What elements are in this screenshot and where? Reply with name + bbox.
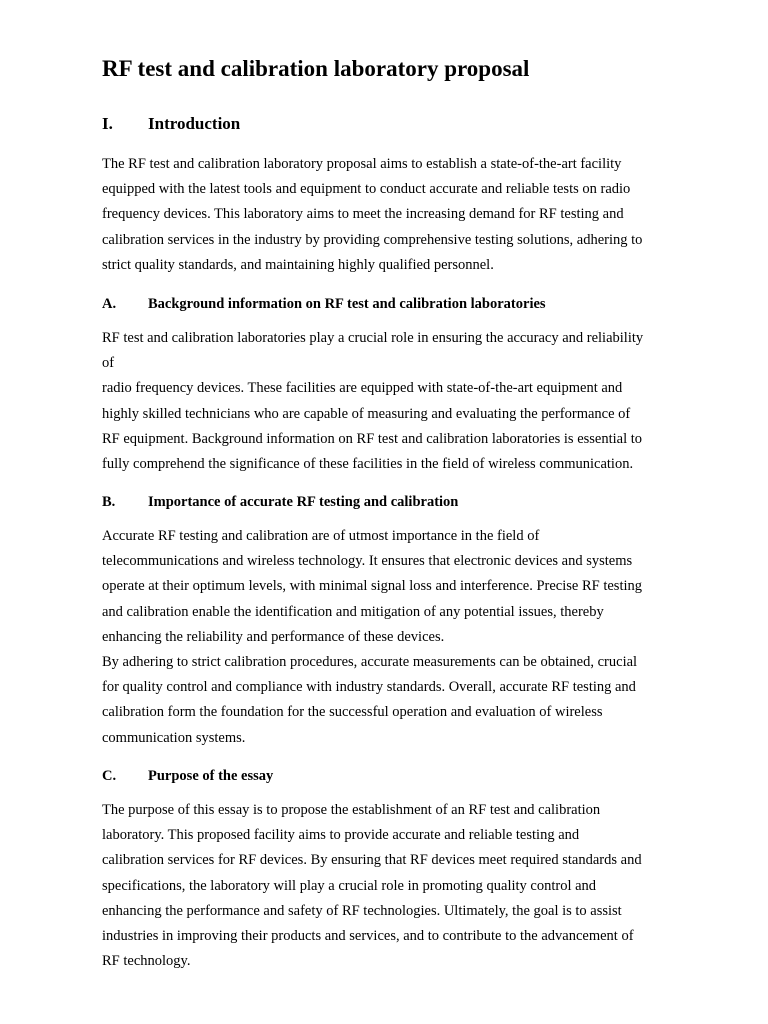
paragraph-line: RF test and calibration laboratories play a crucial role in ensuring the accuracy and reliability <box>102 330 644 346</box>
paragraph-line: By adhering to strict calibration procedures, accurate measurements can be obtained, crucial <box>102 653 638 670</box>
paragraph-line: specifications, the laboratory will play a crucial role in promoting quality control and <box>102 877 597 894</box>
document-title: RF test and calibration laboratory proposal <box>102 56 530 81</box>
paragraph-line: RF equipment. Background information on RF test and calibration laboratories is essential to <box>102 430 643 447</box>
paragraph-line: equipped with the latest tools and equipment to conduct accurate and reliable tests on radio <box>102 181 631 198</box>
paragraph-line: enhancing the performance and safety of RF technologies. Ultimately, the goal is to assist <box>102 902 622 919</box>
intro-paragraph <box>102 152 702 278</box>
paragraph-line: Accurate RF testing and calibration are of utmost importance in the field of <box>102 528 540 544</box>
paragraph-line: operate at their optimum levels, with minimal signal loss and interference. Precise RF testing <box>102 578 642 595</box>
subsection-letter: B. <box>102 494 116 510</box>
purpose-paragraph <box>102 798 702 974</box>
paragraph-line: calibration services for RF devices. By ensuring that RF devices meet required standards and <box>102 852 642 869</box>
section-heading-introduction <box>102 112 662 136</box>
paragraph-line: The RF test and calibration laboratory proposal aims to establish a state-of-the-art facility <box>102 156 622 172</box>
section-number: I. <box>102 114 113 133</box>
paragraph-line: fully comprehend the significance of these facilities in the field of wireless communication. <box>102 455 634 472</box>
paragraph-line: The purpose of this essay is to propose the establishment of an RF test and calibration <box>102 802 601 818</box>
paragraph-line: frequency devices. This laboratory aims to meet the increasing demand for RF testing and <box>102 206 624 223</box>
paragraph-line: laboratory. This proposed facility aims to provide accurate and reliable testing and <box>102 827 580 844</box>
paragraph-line: strict quality standards, and maintaining highly qualified personnel. <box>102 256 494 273</box>
background-paragraph <box>102 326 702 477</box>
subsection-title: Importance of accurate RF testing and calibration <box>148 494 459 510</box>
paragraph-line: RF technology. <box>102 953 191 970</box>
paragraph-line: communication systems. <box>102 729 246 746</box>
paragraph-line: calibration form the foundation for the successful operation and evaluation of wireless <box>102 704 603 721</box>
subsection-letter: C. <box>102 768 117 784</box>
paragraph-line: enhancing the reliability and performance of these devices. <box>102 628 445 645</box>
subsection-heading-c <box>102 766 702 786</box>
paragraph-line: highly skilled technicians who are capable of measuring and evaluating the performance of <box>102 405 631 422</box>
subsection-heading-b <box>102 492 702 512</box>
subsection-title: Purpose of the essay <box>148 768 274 784</box>
subsection-heading-a <box>102 294 702 314</box>
importance-paragraph <box>102 524 702 751</box>
subsection-title: Background information on RF test and calibration laboratories <box>148 296 546 312</box>
paragraph-line: for quality control and compliance with industry standards. Overall, accurate RF testing and <box>102 679 636 696</box>
paragraph-line: of <box>102 355 115 372</box>
paragraph-line: and calibration enable the identification and mitigation of any potential issues, thereby <box>102 603 604 620</box>
subsection-letter: A. <box>102 296 117 312</box>
paragraph-line: calibration services in the industry by providing comprehensive testing solutions, adhering to <box>102 231 643 248</box>
paragraph-line: industries in improving their products and services, and to contribute to the advancement of <box>102 927 634 944</box>
section-title: Introduction <box>148 114 241 133</box>
paragraph-line: radio frequency devices. These facilities are equipped with state-of-the-art equipment and <box>102 380 623 397</box>
paragraph-line: telecommunications and wireless technology. It ensures that electronic devices and systems <box>102 553 633 570</box>
